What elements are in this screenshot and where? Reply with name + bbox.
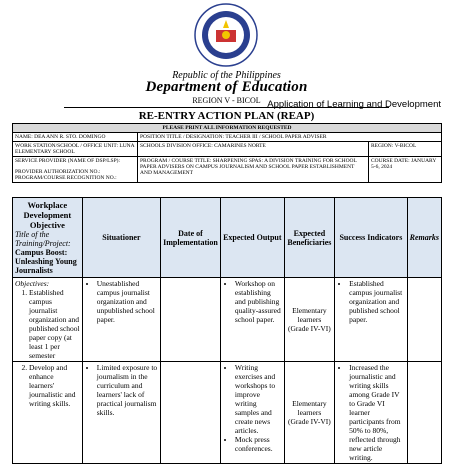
objective-cell	[13, 362, 83, 464]
objective-header	[13, 198, 83, 278]
service-provider: SERVICE PROVIDER (NAME OF DSP/LSP):	[15, 158, 120, 164]
output-cell	[220, 278, 284, 362]
application-label: Application of Learning and Development	[267, 99, 441, 110]
objectives-label: Objectives:	[15, 279, 50, 288]
situationer-cell	[82, 362, 160, 464]
output-cell	[220, 362, 284, 464]
document-title: RE-ENTRY ACTION PLAN (REAP)	[138, 110, 315, 122]
beneficiaries-cell: Elementary learners (Grade IV-VI)	[284, 278, 334, 362]
indicators-header: Success Indicators	[335, 198, 408, 278]
title-label: Title of the Training/Project:	[15, 230, 71, 248]
remarks-cell	[407, 362, 441, 464]
table-row	[13, 362, 442, 464]
beneficiaries-header: Expected Beneficiaries	[284, 198, 334, 278]
indicator-text: • Increased the journalistic and writing skills among Grade IV to Grade VI learner participants from 50% to 80%, reflected through new article writing.	[349, 363, 405, 462]
beneficiaries-cell: Elementary learners (Grade IV-VI)	[284, 362, 334, 464]
title-value: Campus Boost: Unleashing Young Journalists	[15, 248, 77, 275]
info-table	[12, 123, 442, 183]
course-date-cell: COURSE DATE: JANUARY 5-6, 2024	[369, 157, 442, 183]
date-cell	[161, 278, 221, 362]
objective-text: 1. Established campus journalist organization and published school paper copy (at least 1 per semester	[29, 288, 80, 360]
instruction: PLEASE PRINT ALL INFORMATION REQUESTED	[13, 124, 442, 133]
objective-text: 2. Develop and enhance learners' journalistic and writing skills.	[29, 363, 80, 408]
situationer-text: • Unestablished campus journalist organization and unpublished school paper.	[97, 279, 158, 324]
work-station-cell: WORK STATION/SCHOOL / OFFICE UNIT: LUNA ELEMENTARY SCHOOL	[13, 142, 138, 157]
date-cell	[161, 362, 221, 464]
indicator-cell	[335, 278, 408, 362]
indicator-text: • Established campus journalist organization and published school paper.	[349, 279, 405, 324]
region-cell: REGION: V-BICOL	[369, 142, 442, 157]
position-cell: POSITION TITLE / DESIGNATION: TEACHER III / SCHOOL PAPER ADVISER	[138, 133, 442, 142]
program-recog: PROGRAM/COURSE RECOGNITION NO.:	[15, 175, 117, 181]
objective-header-label: Workplace Development Objective	[23, 200, 72, 230]
deped-seal-icon	[193, 2, 259, 68]
program-title-cell: PROGRAM / COURSE TITLE: SHARPENING SPAS: A DIVISION TRAINING FOR SCHOOL PAPER ADVISERS ON CAMPUS JOURNALISM AND SCHOOL PAPER ESTABLISHMENT AND MANAGEMENT	[138, 157, 369, 183]
division-cell: SCHOOLS DIVISION OFFICE: CAMARINES NORTE	[138, 142, 369, 157]
situationer-cell	[82, 278, 160, 362]
department-name: Department of Education	[145, 79, 308, 95]
situationer-text: • Limited exposure to journalism in the curriculum and learners' lack of practical journalism skills.	[97, 363, 158, 417]
republic-line: Republic of the Philippines	[172, 70, 281, 81]
output-text: • Writing exercises and workshops to improve writing samples and create news articles.	[235, 363, 282, 435]
provider-auth: PROVIDER AUTHORIZATION NO.:	[15, 169, 101, 175]
remarks-header: Remarks	[407, 198, 441, 278]
plan-table	[12, 197, 442, 464]
name-cell: NAME: DEA ANN R. STO. DOMINGO	[13, 133, 138, 142]
provider-cell	[13, 157, 138, 183]
objective-cell	[13, 278, 83, 362]
table-row	[13, 278, 442, 362]
output-text: • Mock press conferences.	[235, 435, 282, 453]
output-text: • Workshop on establishing and publishing quality-assured school paper.	[235, 279, 282, 324]
date-header: Date of Implementation	[161, 198, 221, 278]
region-line: REGION V - BICOL	[192, 96, 261, 105]
output-header: Expected Output	[220, 198, 284, 278]
situationer-header: Situationer	[82, 198, 160, 278]
indicator-cell	[335, 362, 408, 464]
remarks-cell	[407, 278, 441, 362]
